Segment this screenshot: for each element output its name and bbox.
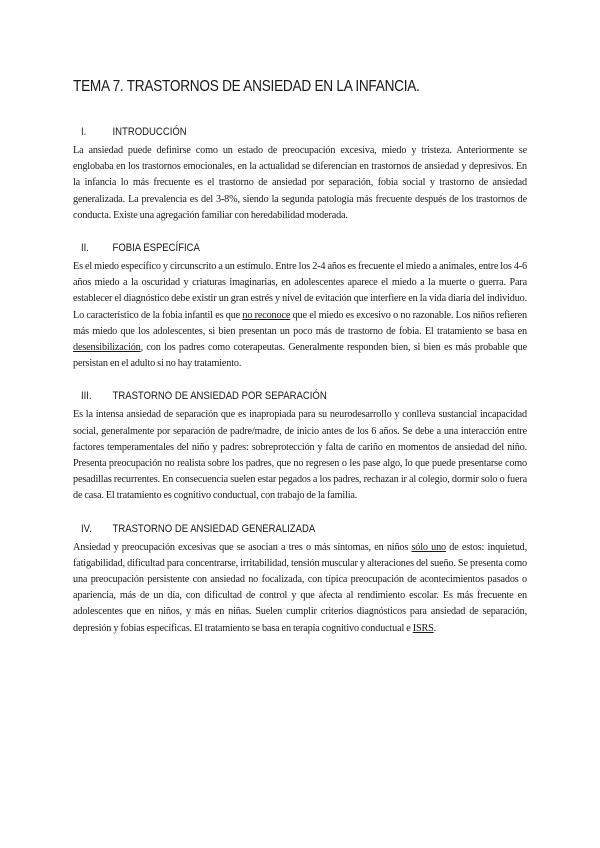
section-paragraph [73,540,527,637]
section-heading-text: INTRODUCCIÓN [112,126,187,138]
paragraph-text: . [433,622,437,634]
paragraph-text: , con los padres como coterapeutas. Generalmente responden bien, si bien es más probable que persistan en el adulto si no hay tratamiento. [73,342,527,370]
section-heading-text: TRASTORNO DE ANSIEDAD POR SEPARACIÓN [112,390,327,403]
section-fobia-especifica [73,242,527,372]
underlined-text: sólo uno [411,541,446,553]
section-number: III. [81,390,92,403]
paragraph-text: que el miedo es excesivo o no razonable. Los niños refieren más miedo que los adolescentes, si bien presentan un poco más de trastorno de fobia. El tratamiento se basa en [73,309,527,337]
paragraph-text: La ansiedad puede definirse como un estado de preocupación excesiva, miedo y tristeza. Anteriormente se englobaba en los trastornos emocionales, en la actualidad se diferencian en trastornos de ansiedad y depresivos. En la infancia lo más frecuente es el trastorno de ansiedad por separación, fobia social y trastorno de ansiedad generalizada. La prevalencia es del 3-8%, siendo la segunda patología más frecuente después de los trastornos de conducta. Existe una agregación familiar con heredabilidad moderada. [73,145,527,221]
section-paragraph [73,143,527,224]
section-heading [81,390,482,402]
document-title: TEMA 7. TRASTORNOS DE ANSIEDAD EN LA INFANCIA. [73,78,420,95]
section-ansiedad-separacion [73,390,527,504]
section-ansiedad-generalizada [73,523,527,637]
section-number: II. [81,242,89,255]
section-number: I. [81,126,87,138]
underlined-text: desensibilización [73,342,141,354]
section-heading [81,523,482,535]
section-paragraph [73,407,527,504]
section-paragraph [73,259,527,372]
section-heading [81,126,482,138]
underlined-text: no reconoce [242,309,291,321]
paragraph-text: Es la intensa ansiedad de separación que es inapropiada para su neurodesarrollo y conlleva sustancial incapacidad social, generalmente por separación de padre/madre, de inicio antes de los 6 años. Se debe a una interacción entre factores temperamentales del niño y padres: sobreprotección y falta de cariño en momentos de ansiedad del niño. Presenta preocupación no realista sobre los padres, que no regresen o les pase algo, lo que puede presentarse como pesadillas recurrentes. En consecuencia suelen estar pegados a los padres, rechazan ir al colegio, dormir solo o fuera de casa. El tratamiento es cognitivo conductual, con trabajo de la familia. [73,409,527,502]
section-heading-text: TRASTORNO DE ANSIEDAD GENERALIZADA [112,522,316,535]
section-introduccion [73,126,527,224]
section-heading-text: FOBIA ESPECÍFICA [112,242,200,255]
paragraph-text: Ansiedad y preocupación excesivas que se asocian a tres o más síntomas, en niños [73,541,412,553]
paragraph-text: de estos: inquietud, fatigabilidad, dificultad para concentrarse, irritabilidad, tensión muscular y alteraciones del sueño. Se presenta como una preocupación persistente con ansiedad no focalizada, con típica preocupación de acontecimientos pasados o apariencia, más de un día, con dificultad de control y que afecta al rendimiento escolar. Es más frecuente en adolescentes que en niños, y más en niñas. Suelen cumplir criterios diagnósticos para ansiedad de separación, depresión y fobias específicas. El tratamiento se basa en terapia cognitivo conductual e [73,541,527,634]
paragraph-text: Es el miedo específico y circunscrito a un estímulo. Entre los 2-4 años es frecuente el miedo a animales, entre los 4-6 años miedo a la oscuridad y criaturas imaginarias, en adolescentes aparece el miedo a la muerte o guerra. Para establecer el diagnóstico debe existir un gran estrés y nivel de evitación que interfiere en la vida diaria del individuo. Lo característico de la fobia infantil es que [73,261,527,321]
section-heading [81,242,482,254]
section-number: IV. [81,522,92,535]
underlined-text: ISRS [412,622,434,634]
